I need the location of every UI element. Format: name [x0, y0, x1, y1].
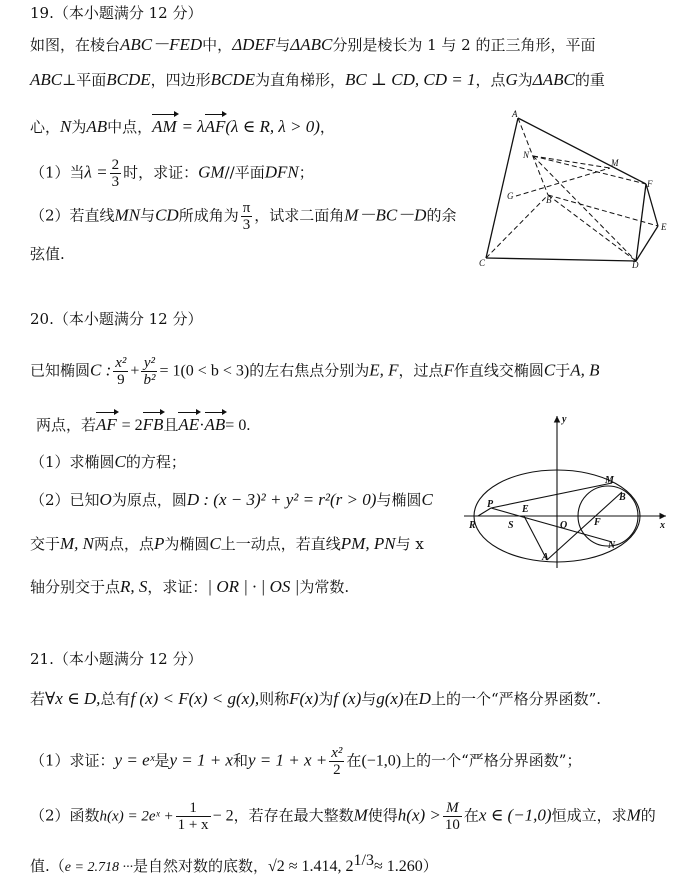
- q19-line-5: [30, 200, 456, 233]
- line-PM: [491, 483, 612, 508]
- exponent: 1/3: [353, 852, 374, 869]
- math: MN: [114, 205, 141, 225]
- text: 与: [140, 206, 156, 225]
- text: 中点，: [107, 118, 153, 136]
- text: 轴分别交于点: [30, 578, 121, 596]
- q19-header: 19.（本小题满分 12 分）: [30, 4, 203, 22]
- math: M－BC－D: [344, 205, 427, 225]
- label-N: N: [608, 540, 616, 551]
- vector: AF: [96, 415, 117, 434]
- text: 为直角梯形，: [255, 71, 346, 89]
- segment-ND: [533, 156, 636, 261]
- vector: FB: [142, 415, 164, 434]
- vector: AM: [152, 117, 177, 136]
- math: − 2: [212, 807, 234, 825]
- q21-line-1: [30, 688, 601, 710]
- numerator: x²: [331, 745, 343, 761]
- text: 为: [71, 118, 87, 136]
- text: （2）函数: [30, 806, 100, 825]
- math: √2 ≈ 1.414, 2: [267, 858, 354, 875]
- segment-GM: [516, 168, 610, 196]
- label-x: x: [660, 520, 665, 531]
- segment-NM: [533, 156, 610, 168]
- text: 上的一个“严格分界函数”；: [401, 751, 582, 770]
- text: 与 x: [395, 535, 424, 553]
- math: C :: [90, 360, 112, 380]
- math: CD: [155, 205, 179, 225]
- math: ABC－FED: [120, 35, 203, 54]
- q20-line-5: [30, 533, 424, 555]
- math: ΔABC: [532, 70, 575, 89]
- edge-CB: [486, 195, 548, 258]
- text: 交于: [30, 535, 61, 553]
- q20-line-2: [36, 414, 250, 437]
- q21-line-2: [30, 745, 581, 778]
- edge-BE: [548, 195, 658, 226]
- math: = λ: [181, 117, 205, 136]
- q21-line-4: [30, 850, 438, 879]
- text: 时，求证：: [123, 163, 199, 182]
- numerator: 2: [111, 157, 120, 173]
- numerator: π: [242, 200, 251, 216]
- q19-line-6: 弦值.: [30, 245, 65, 263]
- math: f (x): [333, 689, 362, 708]
- text: ）: [422, 857, 438, 875]
- text: 已知椭圆: [30, 361, 91, 380]
- math: ΔDEF: [232, 35, 276, 54]
- label-O: O: [560, 520, 568, 531]
- vector: AB: [204, 415, 226, 434]
- math: ≈ 1.260: [373, 858, 423, 875]
- text: 的重: [574, 71, 605, 89]
- label-N: N: [523, 150, 530, 160]
- denominator: 3: [111, 174, 120, 190]
- label-D: D: [632, 260, 639, 270]
- q21-header: 21.（本小题满分 12 分）: [30, 650, 203, 668]
- numerator: 1: [176, 800, 211, 817]
- text: 心，: [30, 118, 61, 136]
- text: 若: [30, 690, 46, 708]
- text: （1）当: [30, 163, 85, 182]
- text: 且: [163, 416, 179, 434]
- edge-EF: [646, 184, 658, 226]
- math: C: [114, 452, 126, 471]
- text: 的余: [426, 206, 457, 225]
- text: ，求证：: [147, 578, 208, 596]
- label-F: F: [594, 517, 601, 528]
- text: 与椭圆: [376, 491, 422, 509]
- label-B: B: [546, 195, 552, 205]
- math: BCDE: [210, 70, 256, 89]
- fraction: [443, 800, 462, 833]
- fraction: [176, 800, 211, 833]
- text: 的方程；: [125, 453, 186, 471]
- math: A, B: [570, 360, 600, 380]
- math: BC ⊥ CD, CD = 1: [345, 70, 476, 89]
- math: F(x): [289, 689, 319, 708]
- text: 作直线交椭圆: [453, 361, 544, 380]
- label-y: y: [562, 414, 567, 425]
- math: +: [130, 362, 140, 380]
- label-A: A: [542, 552, 549, 563]
- text: 在: [346, 751, 362, 770]
- text: 和: [232, 751, 248, 770]
- math: C: [421, 490, 433, 509]
- math: (−1,0): [361, 752, 402, 770]
- text: 为: [517, 71, 533, 89]
- math: M, N: [60, 534, 95, 553]
- math: y = 1 + x: [169, 750, 233, 770]
- text: ；: [298, 163, 314, 182]
- denominator: 3: [242, 217, 251, 233]
- math: (λ ∈ R, λ > 0): [225, 117, 320, 136]
- math: DFN: [264, 162, 299, 182]
- math: ∀x ∈ D,: [45, 689, 101, 708]
- text: （2）若直线: [30, 206, 115, 225]
- math: O: [99, 490, 112, 509]
- math: = 0.: [225, 417, 251, 434]
- math: h(x) >: [397, 805, 441, 825]
- math: C: [209, 534, 221, 553]
- text: 两点，点: [94, 535, 155, 553]
- math: x ∈ (−1,0): [478, 805, 552, 825]
- math: D: [418, 689, 431, 708]
- edge-CD: [486, 258, 636, 261]
- math: C: [543, 360, 556, 380]
- denominator: 1 + x: [177, 817, 209, 833]
- fraction: [110, 157, 122, 190]
- text: ，: [319, 118, 335, 136]
- label-M: M: [611, 158, 619, 168]
- math: M: [626, 805, 641, 825]
- math: ΔABC: [290, 35, 333, 54]
- math: | OR | · | OS |: [207, 577, 300, 596]
- text: 是自然对数的底数，: [132, 857, 268, 875]
- fraction: [141, 355, 157, 388]
- q20-line-6: [30, 576, 349, 598]
- denominator: 10: [444, 817, 460, 833]
- math: f (x) < F(x) < g(x),: [130, 689, 260, 708]
- denominator: 9: [117, 372, 125, 388]
- math: PM, PN: [340, 534, 396, 553]
- math: ·: [199, 417, 205, 434]
- text: （1）求椭圆: [30, 453, 115, 471]
- edge-AF: [518, 118, 646, 184]
- label-A: A: [512, 109, 518, 119]
- text: 在: [463, 806, 479, 825]
- q20-ellipse-figure: [462, 410, 676, 570]
- label-P: P: [487, 499, 494, 510]
- fraction: [241, 200, 253, 233]
- math: ABC: [30, 70, 63, 89]
- text: 值.（: [30, 857, 65, 875]
- numerator: x²: [115, 355, 127, 371]
- q20-header: 20.（本小题满分 12 分）: [30, 310, 203, 328]
- q19-line-1: [30, 34, 596, 56]
- numerator: y²: [141, 355, 157, 372]
- text: 两点，若: [36, 416, 97, 434]
- math: g(x): [376, 689, 404, 708]
- vector: AF: [204, 117, 226, 136]
- text: ，四边形: [150, 71, 211, 89]
- math: = 2: [121, 417, 143, 434]
- q19-frustum-figure: [478, 108, 674, 270]
- math: G: [505, 70, 518, 89]
- math: F: [443, 360, 454, 380]
- text: 的: [640, 806, 656, 825]
- text: 是: [154, 751, 170, 770]
- text: （1）求证：: [30, 751, 115, 770]
- math: y = eˣ: [114, 750, 155, 770]
- text: 所成角为: [178, 206, 239, 225]
- label-E: E: [661, 222, 667, 232]
- text: 如图，在棱台: [30, 36, 121, 54]
- q19-line-4: [30, 157, 314, 190]
- fraction: [329, 745, 344, 778]
- text: ，试求二面角: [254, 206, 345, 225]
- fraction: [113, 355, 128, 388]
- label-G: G: [507, 191, 514, 201]
- text: 与: [361, 690, 377, 708]
- q21-line-3: [30, 800, 656, 833]
- q19-line-3: [30, 116, 335, 138]
- text: ⊥平面: [62, 71, 107, 89]
- text: ，过点: [398, 361, 444, 380]
- edge-BD: [548, 195, 636, 261]
- text: 中，: [202, 36, 233, 54]
- math: AB: [86, 117, 108, 136]
- text: 上一动点，若直线: [220, 535, 341, 553]
- label-M: M: [605, 475, 614, 486]
- text: 分别是棱长为 1 与 2 的正三角形，平面: [332, 36, 596, 54]
- math: GM: [198, 162, 225, 182]
- math: λ =: [84, 162, 108, 182]
- text: 在: [403, 690, 419, 708]
- text: 总有: [100, 690, 131, 708]
- vector: AE: [178, 415, 200, 434]
- label-R: R: [469, 520, 476, 531]
- edge-AC: [486, 118, 518, 258]
- label-E: E: [522, 504, 529, 515]
- math: BCDE: [106, 70, 151, 89]
- math: P: [154, 534, 165, 553]
- text: //平面: [224, 163, 265, 182]
- q20-line-4: [30, 489, 433, 511]
- math: E, F: [369, 360, 399, 380]
- label-F: F: [647, 179, 653, 189]
- label-B: B: [619, 492, 626, 503]
- label-C: C: [479, 258, 486, 268]
- segment-NF: [533, 156, 646, 184]
- math: N: [60, 117, 72, 136]
- text: 使得: [367, 806, 398, 825]
- q19-line-2: [30, 69, 605, 91]
- text: 的左右焦点分别为: [249, 361, 370, 380]
- text: 为椭圆: [164, 535, 210, 553]
- text: 与: [275, 36, 291, 54]
- text: （2）已知: [30, 491, 100, 509]
- text: 上的一个“严格分界函数”.: [430, 690, 602, 708]
- math: y = 1 + x +: [248, 750, 328, 770]
- denominator: b²: [143, 372, 156, 388]
- q20-line-1: [30, 355, 600, 388]
- text: 为: [318, 690, 334, 708]
- math: e = 2.718 ···: [64, 860, 133, 875]
- math: M: [353, 805, 368, 825]
- q20-line-3: [30, 451, 186, 473]
- math: R, S: [120, 577, 148, 596]
- math: h(x) = 2eˣ +: [99, 808, 174, 825]
- math: = 1(0 < b < 3): [159, 362, 250, 380]
- text: ，若存在最大整数: [233, 806, 354, 825]
- denominator: 2: [333, 762, 341, 778]
- text: ，点: [475, 71, 506, 89]
- text: 于: [555, 361, 571, 380]
- text: 则称: [259, 690, 290, 708]
- text: 为原点，圆: [111, 491, 187, 509]
- text: 恒成立，求: [551, 806, 627, 825]
- math: D : (x − 3)² + y² = r²(r > 0): [186, 490, 377, 509]
- numerator: M: [443, 800, 462, 817]
- text: 为常数.: [299, 578, 350, 596]
- label-S: S: [508, 520, 514, 531]
